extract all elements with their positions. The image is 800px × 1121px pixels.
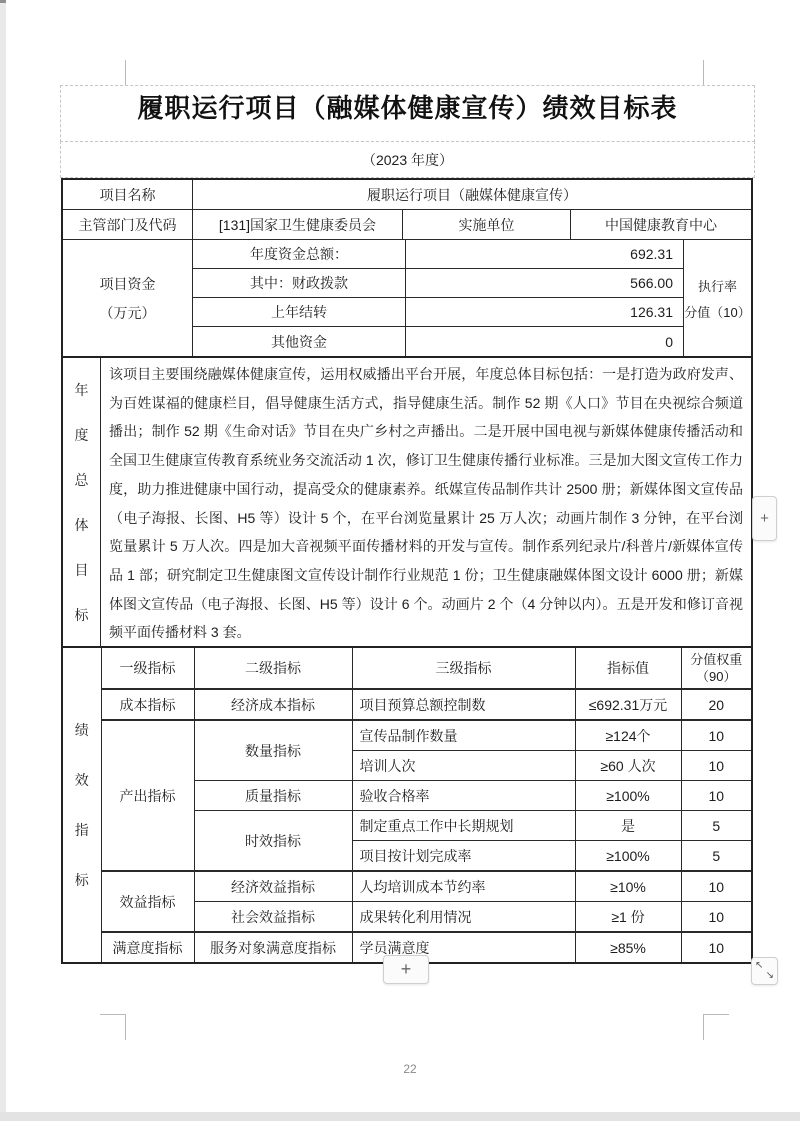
l2-cell: 服务对象满意度指标 (194, 932, 352, 962)
value-cell: ≥60 人次 (575, 751, 681, 781)
arrow-nw-icon: ↖ (755, 960, 764, 971)
l3-cell: 项目按计划完成率 (352, 841, 575, 872)
indicator-char: 效 (74, 772, 89, 788)
goal-char: 体 (74, 517, 89, 534)
execution-rate-line2: 分值（10） (684, 304, 751, 320)
indicator-row (63, 871, 751, 902)
l3-cell: 人均培训成本节约率 (352, 871, 575, 902)
value-cell: ≥10% (575, 871, 681, 902)
value-cell: 是 (575, 811, 681, 841)
indicators-header-row (63, 648, 751, 689)
execution-rate-line1: 执行率 (697, 278, 737, 294)
score-cell: 5 (681, 841, 751, 872)
project-name-value: 履职运行项目（融媒体健康宣传） (367, 186, 577, 203)
score-cell: 5 (681, 811, 751, 841)
l1-cell: 成本指标 (101, 689, 194, 720)
goal-char: 目 (74, 562, 89, 579)
indicators-table (63, 648, 751, 962)
l1-cell: 满意度指标 (101, 932, 194, 962)
l3-cell: 项目预算总额控制数 (352, 689, 575, 720)
l1-cell: 效益指标 (101, 871, 194, 932)
funding-row-label: 年度资金总额： (193, 240, 406, 269)
funding-row-label: 其他资金 (193, 327, 406, 356)
indicator-char: 指 (74, 822, 89, 838)
project-name-row (63, 180, 751, 210)
l3-cell: 培训人次 (352, 751, 575, 781)
goal-char: 度 (74, 427, 89, 444)
l3-cell: 学员满意度 (352, 932, 575, 962)
annual-goal-vertical-label (63, 358, 101, 647)
l3-cell: 制定重点工作中长期规划 (352, 811, 575, 841)
impl-unit-label: 实施单位 (403, 210, 571, 239)
score-cell: 10 (681, 902, 751, 933)
score-cell: 10 (681, 751, 751, 781)
l2-cell: 质量指标 (194, 781, 352, 811)
score-cell: 20 (681, 689, 751, 720)
l3-cell: 宣传品制作数量 (352, 720, 575, 751)
insert-row-button[interactable] (383, 955, 429, 984)
funding-label (63, 240, 193, 356)
value-cell: ≤692.31万元 (575, 689, 681, 720)
crop-mark-top-left (125, 60, 126, 85)
indicators-section (63, 646, 751, 962)
value-cell: ≥1 份 (575, 902, 681, 933)
funding-section (63, 240, 751, 356)
value-cell: ≥100% (575, 781, 681, 811)
dept-value: [131]国家卫生健康委员会 (193, 210, 403, 239)
value-cell: ≥124个 (575, 720, 681, 751)
value-cell: ≥100% (575, 841, 681, 872)
document-title: 履职运行项目（融媒体健康宣传）绩效目标表 (137, 93, 678, 123)
header-value: 指标值 (575, 648, 681, 689)
l2-cell: 时效指标 (194, 811, 352, 872)
department-row (63, 210, 751, 240)
indicators-vertical-label (63, 648, 101, 962)
funding-row-value: 0 (406, 327, 684, 356)
plus-icon: + (760, 510, 769, 527)
value-cell: ≥85% (575, 932, 681, 962)
l2-cell: 数量指标 (194, 720, 352, 781)
document-subtitle: （2023 年度） (361, 152, 454, 168)
l2-cell: 社会效益指标 (194, 902, 352, 933)
crop-mark-bottom-right-h (703, 1014, 729, 1015)
score-cell: 10 (681, 720, 751, 751)
crop-mark-bottom-right-v (703, 1014, 704, 1040)
header-level3: 三级指标 (352, 648, 575, 689)
page-bottom-gap (0, 1112, 800, 1121)
header-score-line1: 分值权重 (690, 652, 743, 667)
table-resize-handle[interactable] (751, 957, 778, 985)
goal-char: 年 (74, 382, 89, 399)
funding-row-value: 126.31 (406, 298, 684, 327)
score-cell: 10 (681, 871, 751, 902)
funding-row-label: 其中：财政拨款 (193, 269, 406, 298)
l1-cell: 产出指标 (101, 720, 194, 871)
performance-target-table (61, 178, 753, 964)
funding-row-value: 566.00 (406, 269, 684, 298)
page-number: 22 (403, 1062, 417, 1076)
l3-cell: 成果转化利用情况 (352, 902, 575, 933)
page-corner-speck (0, 0, 6, 3)
l2-cell: 经济效益指标 (194, 871, 352, 902)
header-level1: 一级指标 (101, 648, 194, 689)
goal-char: 标 (74, 607, 89, 624)
indicator-row (63, 689, 751, 720)
header-score-line2: （90） (696, 669, 737, 684)
indicator-char: 标 (74, 872, 89, 888)
score-cell: 10 (681, 781, 751, 811)
impl-unit-value: 中国健康教育中心 (605, 216, 717, 233)
header-level2: 二级指标 (194, 648, 352, 689)
funding-row-label: 上年结转 (193, 298, 406, 327)
funding-label-line2: （万元） (99, 304, 156, 321)
insert-column-button[interactable] (752, 496, 777, 541)
crop-mark-top-right (703, 60, 704, 85)
funding-row-value: 692.31 (406, 240, 684, 269)
l2-cell: 经济成本指标 (194, 689, 352, 720)
l3-cell: 验收合格率 (352, 781, 575, 811)
crop-mark-bottom-left-h (100, 1014, 126, 1015)
funding-label-line1: 项目资金 (99, 275, 156, 292)
annual-goal-section (63, 356, 751, 646)
plus-icon: + (400, 959, 412, 979)
execution-rate-score-label (684, 240, 751, 356)
arrow-se-icon: ↘ (765, 970, 774, 981)
crop-mark-bottom-left-v (125, 1014, 126, 1040)
project-name-label: 项目名称 (63, 180, 193, 209)
goal-char: 总 (74, 472, 89, 489)
annual-goal-text: 该项目主要围绕融媒体健康宣传，运用权威播出平台开展，年度总体目标包括：一是打造为政府发声、为百姓谋福的健康栏目，倡导健康生活方式，指导健康生活。制作 52 期《人口》节目在央视综合频道播出；制作 52 期《生命对话》节目在央广乡村之声播出。二是开展中国电视与新媒体健康传播活动和全国卫生健康宣传教育系统业务交流活动 1 次，修订卫生健康传播行业标准。三是加大图文宣传工作力度，助力推进健康中国行动，提高受众的健康素养。纸媒宣传品制作共计 2500 册；新媒体图文宣传品（电子海报、长图、H5 等）设计 5 个，在平台浏览量累计 25 万人次；动画片制作 3 分钟，在平台浏览量累计 5 万人次。四是加大音视频平面传播材料的开发与宣传。制作系列纪录片/科普片/新媒体宣传品 1 部；研究制定卫生健康图文宣传设计制作行业规范 1 份；卫生健康融媒体图文设计 6000 册；新媒体图文宣传品（电子海报、长图、H5 等）设计 6 个。动画片 2 个（4 分钟以内）。五是开发和修订音视频平面传播材料 3 套。 (109, 366, 743, 641)
indicator-char: 绩 (74, 722, 89, 738)
indicator-row (63, 720, 751, 751)
header-score (681, 648, 751, 689)
dept-label: 主管部门及代码 (63, 210, 193, 239)
score-cell: 10 (681, 932, 751, 962)
page-left-gap (0, 0, 6, 1121)
